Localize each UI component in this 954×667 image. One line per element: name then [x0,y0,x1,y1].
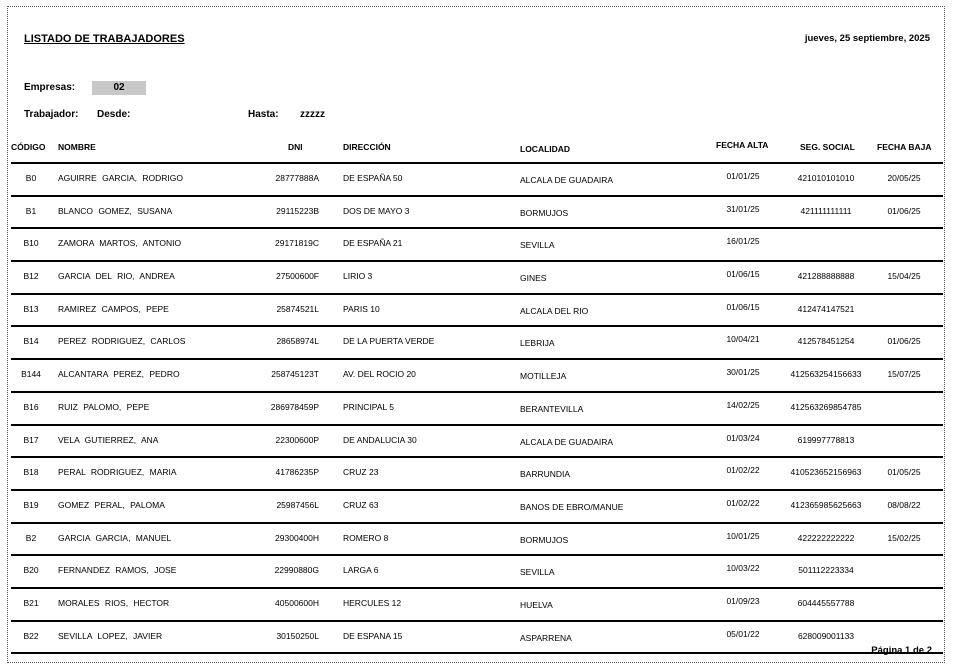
cell-codigo: B0 [25,173,37,183]
cell-dni: 29115223B [276,205,319,216]
cell-codigo: B21 [23,597,39,608]
cell-nombre: RUIZ PALOMO, PEPE [58,401,150,412]
cell-fecha-alta: 01/09/23 [726,595,760,606]
col-header-fecha-alta: FECHA ALTA [716,140,769,150]
cell-seg-social: 412474147521 [797,303,855,314]
cell-nombre: BLANCO GOMEZ, SUSANA [58,205,173,216]
cell-direccion: HERCULES 12 [343,597,402,608]
cell-dni: 40500600H [275,597,319,608]
cell-dni: 41786235P [275,467,319,478]
col-header-direccion: DIRECCIÓN [343,142,391,152]
cell-direccion: DE LA PUERTA VERDE [343,336,435,347]
cell-fecha-alta: 30/01/25 [726,367,760,378]
cell-fecha-alta: 10/04/21 [726,334,760,345]
cell-direccion: PARIS 10 [343,303,380,314]
cell-dni: 25987456L [276,499,319,510]
cell-direccion: AV. DEL ROCIO 20 [343,369,416,380]
col-header-codigo: CÓDIGO [11,142,46,152]
report-page [7,6,945,663]
cell-dni: 27500600F [275,271,319,282]
cell-localidad: BORMUJOS [520,207,569,218]
cell-fecha-baja: 15/07/25 [887,369,921,380]
cell-localidad: HUELVA [520,599,553,610]
report-title: LISTADO DE TRABAJADORES [24,33,185,45]
cell-localidad: GINES [520,273,547,284]
col-header-localidad: LOCALIDAD [520,144,571,154]
cell-seg-social: 628009001133 [797,630,855,641]
table-row [11,293,943,326]
hasta-value: zzzzz [300,109,325,120]
cell-seg-social: 421288888888 [797,271,855,282]
report-date: jueves, 25 septiembre, 2025 [804,33,930,44]
cell-direccion: CRUZ 23 [343,467,379,478]
cell-fecha-alta: 31/01/25 [726,203,760,214]
cell-codigo: B10 [23,238,39,249]
cell-fecha-baja: 15/02/25 [887,532,921,543]
cell-codigo: B18 [23,467,39,478]
cell-fecha-alta: 01/01/25 [726,171,760,181]
cell-fecha-alta: 10/01/25 [726,530,760,541]
table-row [11,195,943,228]
cell-fecha-baja: 01/06/25 [887,205,921,216]
cell-codigo: B17 [23,434,39,445]
col-header-seg-social: SEG. SOCIAL [800,142,855,152]
cell-direccion: DE ESPANA 15 [343,630,403,641]
cell-dni: 22300600P [275,434,319,445]
cell-fecha-alta: 01/02/22 [726,465,760,476]
table-row [11,260,943,293]
cell-seg-social: 604445557788 [797,597,855,608]
table-row [11,456,943,489]
cell-codigo: B19 [23,499,39,510]
workers-table [11,162,943,654]
cell-fecha-alta: 16/01/25 [726,236,760,247]
table-row [11,358,943,391]
empresas-value: 02 [92,81,146,95]
cell-seg-social: 619997778813 [797,434,855,445]
cell-fecha-baja: 01/06/25 [887,336,921,347]
cell-direccion: DOS DE MAYO 3 [343,205,410,216]
cell-localidad: SEVILLA [520,567,555,578]
page-number: Página 1 de 2 [871,645,932,656]
cell-direccion: ROMERO 8 [343,532,389,543]
cell-direccion: LARGA 6 [343,565,379,576]
cell-localidad: ALCALA DE GUADAIRA [520,436,614,447]
hasta-label: Hasta: [248,109,279,120]
cell-direccion: LIRIO 3 [343,271,373,282]
cell-codigo: B1 [25,205,37,216]
cell-dni: 25874521L [276,303,319,314]
cell-localidad: LEBRIJA [520,338,555,349]
table-row [11,489,943,522]
cell-nombre: FERNANDEZ RAMOS, JOSE [58,565,177,576]
cell-fecha-alta: 14/02/25 [726,399,760,410]
cell-fecha-alta: 10/03/22 [726,563,760,574]
cell-fecha-alta: 05/01/22 [726,628,760,639]
cell-codigo: B14 [23,336,39,347]
cell-nombre: ALCANTARA PEREZ, PEDRO [58,369,180,380]
cell-dni: 22990880G [274,565,319,576]
cell-localidad: ALCALA DEL RIO [520,305,589,316]
cell-dni: 29171819C [275,238,319,249]
cell-fecha-alta: 01/06/15 [726,269,760,280]
cell-fecha-alta: 01/03/24 [726,432,760,443]
cell-dni: 28777888A [275,173,319,183]
cell-dni: 28658974L [276,336,319,347]
cell-seg-social: 422222222222 [797,532,855,543]
table-row [11,522,943,555]
cell-codigo: B2 [25,532,37,543]
table-row [11,391,943,424]
cell-nombre: GOMEZ PERAL, PALOMA [58,499,165,510]
cell-dni: 29300400H [275,532,319,543]
col-header-fecha-baja: FECHA BAJA [877,142,932,152]
cell-seg-social: 421010101010 [797,173,855,183]
cell-codigo: B20 [23,565,39,576]
cell-seg-social: 501112223334 [798,565,854,576]
cell-localidad: BANOS DE EBRO/MANUE [520,501,624,512]
cell-direccion: DE ANDALUCIA 30 [343,434,417,445]
cell-fecha-alta: 01/06/15 [726,301,760,312]
cell-nombre: PEREZ RODRIGUEZ, CARLOS [58,336,186,347]
table-row [11,162,943,195]
trabajador-label: Trabajador: [24,109,79,120]
table-row [11,424,943,457]
cell-seg-social: 412578451254 [797,336,855,347]
cell-fecha-alta: 01/02/22 [726,497,760,508]
cell-fecha-baja: 15/04/25 [887,271,921,282]
cell-dni: 258745123T [271,369,319,380]
cell-nombre: AGUIRRE GARCIA, RODRIGO [58,173,184,183]
cell-direccion: CRUZ 63 [343,499,379,510]
desde-label: Desde: [97,109,131,120]
table-row [11,587,943,620]
cell-nombre: ZAMORA MARTOS, ANTONIO [58,238,182,249]
cell-seg-social: 412563254156633 [790,369,862,380]
cell-nombre: GARCIA GARCIA, MANUEL [58,532,172,543]
empresas-label: Empresas: [24,82,76,93]
cell-codigo: B144 [21,369,41,380]
cell-direccion: PRINCIPAL 5 [343,401,395,412]
cell-seg-social: 410523652156963 [790,467,862,478]
cell-direccion: DE ESPAÑA 21 [343,238,403,249]
cell-dni: 30150250L [276,630,319,641]
cell-seg-social: 421111111111 [800,205,852,216]
cell-codigo: B22 [23,630,39,641]
cell-codigo: B13 [23,303,39,314]
cell-localidad: BERANTEVILLA [520,403,584,414]
cell-direccion: DE ESPAÑA 50 [343,173,403,183]
col-header-dni: DNI [288,142,303,152]
cell-localidad: SEVILLA [520,240,555,251]
cell-nombre: MORALES RIOS, HECTOR [58,597,170,608]
cell-fecha-baja: 01/05/25 [887,467,921,478]
cell-fecha-baja: 08/08/22 [887,499,921,510]
cell-localidad: MOTILLEJA [520,371,567,382]
cell-seg-social: 412563269854785 [790,401,862,412]
table-row [11,325,943,358]
cell-nombre: PERAL RODRIGUEZ, MARIA [58,467,177,478]
cell-nombre: RAMIREZ CAMPOS, PEPE [58,303,169,314]
cell-nombre: VELA GUTIERREZ, ANA [58,434,159,445]
cell-seg-social: 412365985625663 [790,499,862,510]
cell-nombre: SEVILLA LOPEZ, JAVIER [58,630,163,641]
table-row [11,227,943,260]
cell-nombre: GARCIA DEL RIO, ANDREA [58,271,175,282]
cell-localidad: ASPARRENA [520,632,572,643]
cell-localidad: BARRUNDIA [520,469,571,480]
table-row [11,554,943,587]
cell-dni: 286978459P [270,401,319,412]
table-row [11,620,943,655]
cell-localidad: ALCALA DE GUADAIRA [520,175,614,185]
cell-localidad: BORMUJOS [520,534,569,545]
col-header-nombre: NOMBRE [58,142,96,152]
cell-codigo: B12 [23,271,39,282]
cell-fecha-baja: 20/05/25 [887,173,921,183]
cell-codigo: B16 [23,401,39,412]
